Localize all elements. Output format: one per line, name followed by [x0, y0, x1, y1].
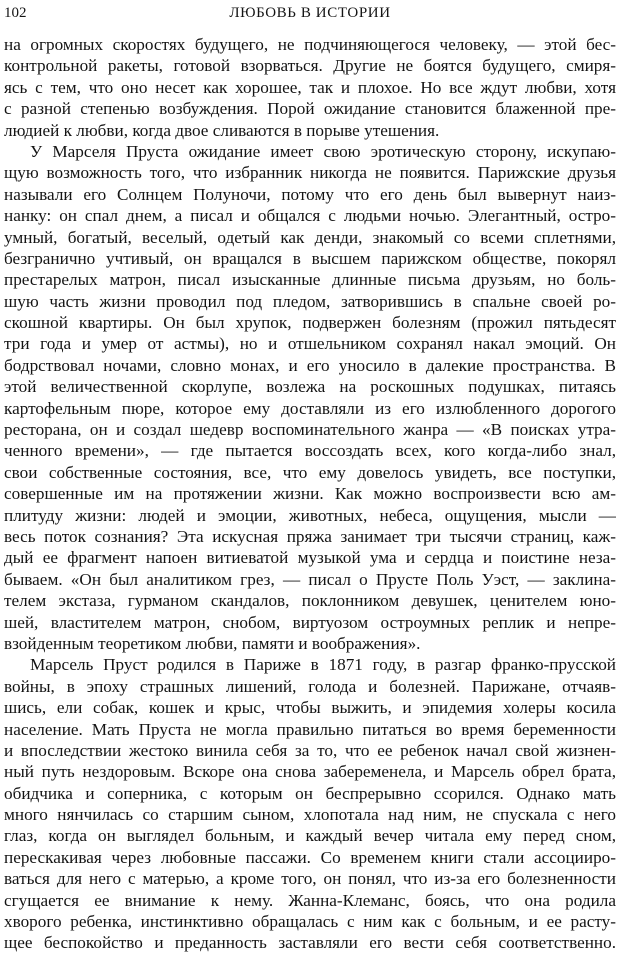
text-line: плитуду жизни: людей и эмоции, животных, небеса, ощущения, мысли —	[4, 505, 616, 525]
text-line: и впоследствии жестоко винила себя за то, что ее ребенок начал свой жизнен-	[4, 740, 616, 760]
text-line: ченного времени», — где пытается воссоздать всех, кого когда-либо знал,	[4, 441, 616, 461]
text-line: три года и умер от астмы), но и отшельником сохранял накал эмоций. Он	[4, 334, 616, 354]
page-header	[0, 2, 620, 26]
text-line: безгранично учтивый, он вращался в высшем парижском обществе, покорял	[4, 248, 616, 268]
page-number: 102	[4, 5, 27, 21]
text-line: войны, в эпоху страшных лишений, голода и болезней. Парижане, отчаяв-	[4, 676, 616, 696]
text-line: ный путь нездоровым. Вскоре она снова забеременела, и Марсель обрел брата,	[4, 762, 616, 782]
text-line: перескакивая через любовные пассажи. Со временем книги стали ассоцииро-	[4, 847, 616, 867]
text-line: с разной степенью возбуждения. Порой ожидание становится блаженной пре-	[4, 99, 616, 119]
text-line: щую возможность того, что избранник никогда не появится. Парижские друзья	[4, 163, 616, 183]
text-line: У Марселя Пруста ожидание имеет свою эротическую сторону, искупаю-	[30, 141, 616, 161]
text-line: умный, богатый, веселый, одетый как денди, знакомый со всеми сплетнями,	[4, 227, 616, 247]
body-text	[4, 34, 616, 954]
text-line: престарелых матрон, писал изысканные длинные письма друзьям, но боль-	[4, 270, 616, 290]
text-line: дый ее фрагмент напоен витиеватой музыкой ума и сердца и поистине неза-	[4, 548, 616, 568]
text-line: людией к любви, когда двое сливаются в порыве утешения.	[4, 120, 440, 140]
text-line: население. Мать Пруста не могла правильно питаться во время беременности	[4, 719, 616, 739]
text-line: бываем. «Он был аналитиком грез, — писал о Прусте Поль Уэст, — заклина-	[4, 569, 616, 589]
text-line: скошной квартиры. Он был хрупок, подвержен болезням (прожил пятьдесят	[4, 313, 616, 333]
text-line: обидчика и соперника, с которым он беспрерывно ссорился. Однако мать	[4, 783, 616, 803]
text-line: нанку: он спал днем, а писал и общался с людьми ночью. Элегантный, остро-	[4, 206, 616, 226]
text-line: щее беспокойство и преданность заставляли его вести себя соответственно.	[4, 933, 616, 953]
text-line: телем экстаза, гурманом скандалов, поклонником девушек, ценителем юно-	[4, 591, 616, 611]
text-line: шую часть жизни проводил под пледом, затворившись в спальне своей ро-	[4, 291, 616, 311]
text-line: шись, ели собак, кошек и крыс, чтобы выжить, и эпидемия холеры косила	[4, 698, 616, 718]
text-line: на огромных скоростях будущего, не подчиняющегося человеку, — этой бес-	[4, 35, 616, 54]
text-line: глаз, когда он выглядел больным, и каждый вечер читала ему перед сном,	[4, 826, 616, 846]
text-line: свои собственные состояния, все, что ему довелось увидеть, все поступки,	[4, 462, 616, 482]
text-line: Марсель Пруст родился в Париже в 1871 году, в разгар франко-прусской	[30, 655, 616, 675]
text-line: ваться для него с матерью, а кроме того, он понял, что из-за его болезненности	[4, 869, 616, 889]
text-line: бодрствовал ночами, словно монах, и его уносило в далекие пространства. В	[4, 355, 616, 375]
running-title: ЛЮБОВЬ В ИСТОРИИ	[229, 5, 391, 21]
text-line: шей, властителем матрон, снобом, виртуозом остроумных реплик и непре-	[4, 612, 616, 632]
text-line: контрольной ракеты, готовой взорваться. Другие не боятся будущего, смиря-	[4, 56, 616, 76]
text-line: называли его Солнцем Полуночи, потому что его день был вывернут наиз-	[4, 184, 616, 204]
text-line: много нянчилась со старшим сыном, хлопотала над ним, не спускала с него	[4, 805, 616, 825]
text-line: ясь с тем, что оно несет как хорошее, так и плохое. Но все ждут любви, хотя	[4, 77, 616, 97]
text-line: взойденным теоретиком любви, памяти и воображения».	[4, 633, 421, 653]
text-line: совершенные им на протяжении жизни. Как можно воспроизвести всю ам-	[4, 484, 616, 504]
text-line: картофельным пюре, которое ему доставляли из его излюбленного дорогого	[4, 398, 616, 418]
text-line: сгущается ее внимание к нему. Жанна-Клеманс, боясь, что она родила	[4, 890, 616, 910]
text-line: хворого ребенка, инстинктивно обращалась с ним как с больным, и ее расту-	[4, 912, 616, 932]
text-line: весь поток сознания? Эта искусная пряжа занимает три тысячи страниц, каж-	[4, 526, 616, 546]
text-line: ресторана, он и создал шедевр воспоминательного жанра — «В поисках утра-	[4, 420, 616, 440]
text-line: этой величественной скорлупе, возлежа на роскошных подушках, питаясь	[4, 377, 616, 397]
